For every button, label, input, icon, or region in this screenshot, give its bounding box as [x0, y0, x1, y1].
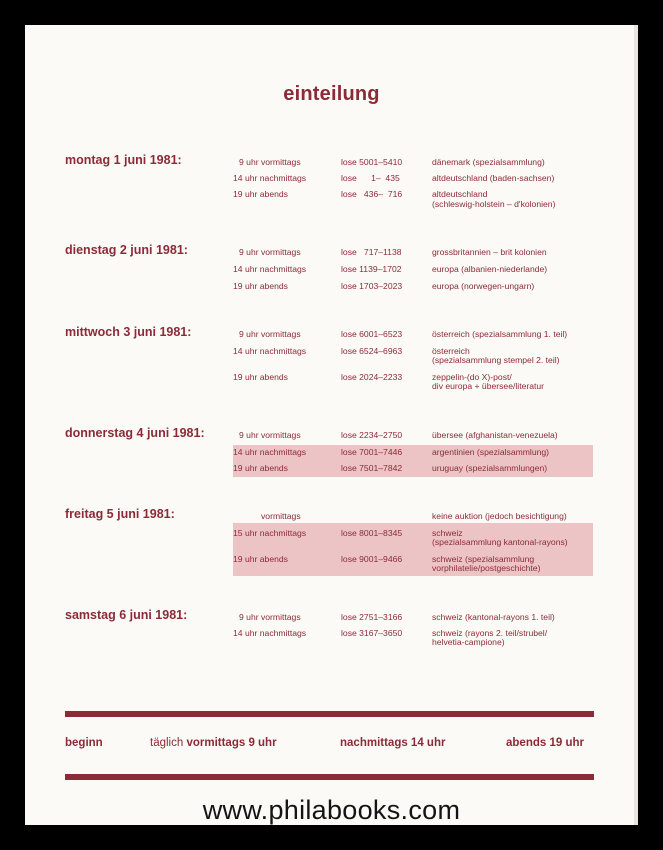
desc-cell: europa (albanien-niederlande)	[432, 264, 548, 274]
desc-cell: österreich	[432, 346, 470, 356]
day-label-freitag: freitag 5 juni 1981:	[65, 507, 175, 521]
time-cell: 9 uhr vormittags	[239, 329, 301, 339]
time-cell: 19 uhr abends	[233, 463, 288, 473]
lots-cell: lose 2024–2233	[341, 372, 403, 382]
lots-cell: lose 7501–7842	[341, 463, 403, 473]
time-cell: 14 uhr nachmittags	[233, 447, 307, 457]
day-label-mittwoch: mittwoch 3 juni 1981:	[65, 325, 192, 339]
footer-taeglich-vormittags	[150, 737, 277, 749]
day-label-samstag: samstag 6 juni 1981:	[65, 608, 188, 622]
lots-cell: lose 6001–6523	[341, 329, 403, 339]
desc-cell: europa (norwegen-ungarn)	[432, 281, 535, 291]
page-title: einteilung	[283, 83, 380, 105]
footer-taeglich: täglich	[150, 737, 184, 749]
lots-cell: lose 6524–6963	[341, 346, 403, 356]
day-label-donnerstag: donnerstag 4 juni 1981:	[65, 426, 205, 440]
footer-abends: abends 19 uhr	[506, 737, 584, 749]
time-cell: 19 uhr abends	[233, 372, 288, 382]
desc-cell: altdeutschland	[432, 189, 488, 199]
day-label-dienstag: dienstag 2 juni 1981:	[65, 243, 188, 257]
desc-cell: uruguay (spezialsammlungen)	[432, 463, 548, 473]
desc-cell: schweiz (spezialsammlung	[432, 554, 535, 564]
lots-cell: lose 717–1138	[341, 247, 402, 257]
time-cell: 14 uhr nachmittags	[233, 628, 307, 638]
desc-cell: schweiz	[432, 528, 463, 538]
desc-cell: schweiz (kantonal-rayons 1. teil)	[432, 612, 555, 622]
desc-cell: dänemark (spezialsammlung)	[432, 157, 545, 167]
lots-cell: lose 436– 716	[341, 189, 403, 199]
desc-cell: altdeutschland (baden-sachsen)	[432, 173, 555, 183]
lots-cell: lose 2234–2750	[341, 430, 403, 440]
footer-vormittags: vormittags 9 uhr	[186, 737, 277, 749]
desc-cell-line2: (schleswig-holstein – d'kolonien)	[432, 199, 556, 209]
lots-cell: lose 1703–2023	[341, 281, 403, 291]
catalog-page	[25, 25, 638, 825]
lots-cell: lose 9001–9466	[341, 554, 403, 564]
time-cell: 9 uhr vormittags	[239, 157, 301, 167]
time-cell: 19 uhr abends	[233, 281, 288, 291]
lots-cell: lose 5001–5410	[341, 157, 403, 167]
desc-cell: keine auktion (jedoch besichtigung)	[432, 511, 567, 521]
desc-cell: grossbritannien – brit kolonien	[432, 247, 547, 257]
footer-rule-top	[65, 711, 594, 717]
watermark-url[interactable]: www.philabooks.com	[202, 795, 461, 825]
time-cell: 14 uhr nachmittags	[233, 264, 307, 274]
time-cell: vormittags	[261, 511, 301, 521]
footer-beginn: beginn	[65, 737, 103, 749]
time-cell: 14 uhr nachmittags	[233, 173, 307, 183]
time-cell: 9 uhr vormittags	[239, 430, 301, 440]
time-cell: 19 uhr abends	[233, 554, 288, 564]
footer-nachmittags: nachmittags 14 uhr	[340, 737, 446, 749]
desc-cell-line2: vorphilatelie/postgeschichte)	[432, 563, 541, 573]
time-cell: 9 uhr vormittags	[239, 247, 301, 257]
desc-cell: übersee (afghanistan-venezuela)	[432, 430, 558, 440]
lots-cell: lose 1139–1702	[341, 264, 402, 274]
desc-cell: zeppelin-(do X)-post/	[432, 372, 512, 382]
footer-rule-bottom	[65, 774, 594, 780]
time-cell: 15 uhr nachmittags	[233, 528, 307, 538]
time-cell: 19 uhr abends	[233, 189, 288, 199]
page-edge-shadow	[634, 25, 638, 825]
desc-cell: österreich (spezialsammlung 1. teil)	[432, 329, 568, 339]
lots-cell: lose 2751–3166	[341, 612, 403, 622]
time-cell: 9 uhr vormittags	[239, 612, 301, 622]
lots-cell: lose 7001–7446	[341, 447, 403, 457]
lots-cell: lose 1– 435	[341, 173, 400, 183]
lots-cell: lose 8001–8345	[341, 528, 403, 538]
desc-cell-line2: (spezialsammlung stempel 2. teil)	[432, 355, 560, 365]
time-cell: 14 uhr nachmittags	[233, 346, 307, 356]
desc-cell-line2: helvetia-campione)	[432, 637, 505, 647]
desc-cell: schweiz (rayons 2. teil/strubel/	[432, 628, 548, 638]
desc-cell: argentinien (spezialsammlung)	[432, 447, 550, 457]
desc-cell-line2: (spezialsammlung kantonal-rayons)	[432, 537, 568, 547]
day-label-montag: montag 1 juni 1981:	[65, 153, 182, 167]
desc-cell-line2: div europa + übersee/literatur	[432, 381, 545, 391]
lots-cell: lose 3167–3650	[341, 628, 403, 638]
